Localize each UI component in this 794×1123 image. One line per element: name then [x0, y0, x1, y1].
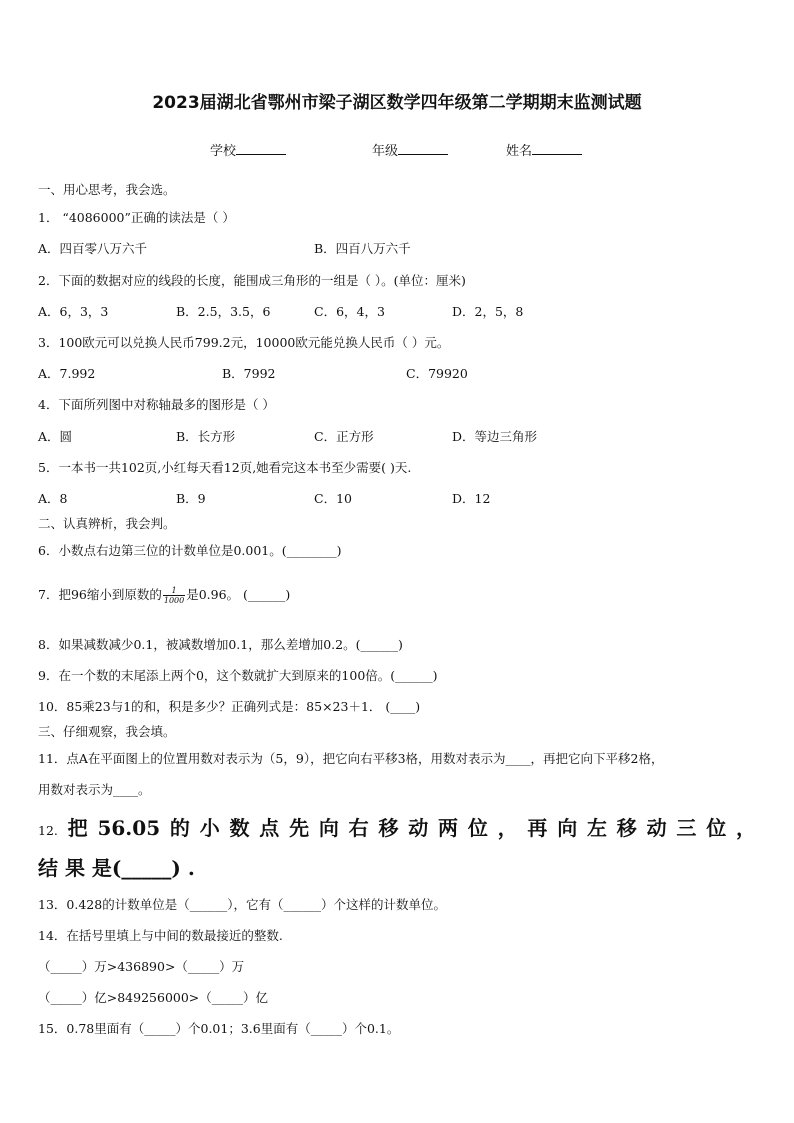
question-14: 14．在括号里填上与中间的数最接近的整数. [38, 928, 283, 943]
question-3: 3．100欧元可以兑换人民币799.2元，10000欧元能兑换人民币（ ）元。 [38, 335, 450, 350]
q5-option-b[interactable]: B．9 [176, 491, 206, 506]
q5-option-c[interactable]: C．10 [314, 491, 352, 506]
question-12-line-1: 12.把56.05的小数点先向右移动两位，再向左移动三位， [38, 816, 756, 840]
question-5: 5．一本书一共102页,小红每天看12页,她看完这本书至少需要( )天. [38, 460, 412, 475]
q4-option-b[interactable]: B．长方形 [176, 429, 236, 444]
question-6: 6．小数点右边第三位的计数单位是0.001。(________) [38, 543, 342, 558]
question-2: 2．下面的数据对应的线段的长度，能围成三角形的一组是（ ）。(单位：厘米) [38, 273, 466, 288]
page-title: 2023届湖北省鄂州市梁子湖区数学四年级第二学期期末监测试题 [152, 93, 642, 113]
question-11-line-2: 用数对表示为____。 [38, 782, 151, 797]
q2-option-b[interactable]: B．2.5，3.5，6 [176, 304, 271, 319]
q1-option-a[interactable]: A．四百零八万六千 [38, 241, 148, 256]
question-9: 9．在一个数的末尾添上两个0，这个数就扩大到原来的100倍。(______) [38, 668, 438, 683]
q4-option-d[interactable]: D．等边三角形 [452, 429, 538, 444]
q5-option-d[interactable]: D．12 [452, 491, 491, 506]
grade-field[interactable]: 年级 [372, 140, 448, 159]
school-blank[interactable] [236, 142, 286, 155]
q4-option-a[interactable]: A．圆 [38, 429, 73, 444]
name-field[interactable]: 姓名 [506, 140, 582, 159]
fraction: $\frac{1}{1000}$ [163, 586, 185, 605]
question-8: 8．如果减数减少0.1，被减数增加0.1，那么差增加0.2。(______) [38, 637, 403, 652]
question-1: 1． “4086000”正确的读法是（ ） [38, 210, 235, 225]
question-14-row-2: （_____）亿>849256000>（_____）亿 [38, 990, 269, 1005]
question-15: 15．0.78里面有（_____）个0.01；3.6里面有（_____）个0.1。 [38, 1021, 400, 1036]
q3-option-a[interactable]: A．7.992 [38, 366, 96, 381]
grade-blank[interactable] [398, 142, 448, 155]
question-4: 4．下面所列图中对称轴最多的图形是（ ） [38, 397, 275, 412]
question-7: 7．把96缩小到原数的 $\frac{1}{1000}$ 是0.96。 (______) [38, 586, 291, 605]
question-11-line-1: 11．点A在平面图上的位置用数对表示为（5，9），把它向右平移3格，用数对表示为____，再把它向下平移2格， [38, 751, 664, 766]
section-1-heading: 一、用心思考，我会选。 [38, 182, 176, 197]
q2-option-c[interactable]: C．6，4，3 [314, 304, 385, 319]
q3-option-c[interactable]: C．79920 [406, 366, 468, 381]
q1-option-b[interactable]: B．四百八万六千 [314, 241, 411, 256]
question-14-row-1: （_____）万>436890>（_____）万 [38, 959, 245, 974]
q3-option-b[interactable]: B．7992 [222, 366, 276, 381]
q5-option-a[interactable]: A．8 [38, 491, 68, 506]
section-2-heading: 二、认真辨析，我会判。 [38, 516, 176, 531]
q4-option-c[interactable]: C．正方形 [314, 429, 374, 444]
name-blank[interactable] [532, 142, 582, 155]
question-12-line-2: 结 果 是(_____) . [38, 856, 195, 880]
q2-option-a[interactable]: A．6，3，3 [38, 304, 109, 319]
q2-option-d[interactable]: D．2，5，8 [452, 304, 524, 319]
question-13: 13．0.428的计数单位是（______），它有（______）个这样的计数单位。 [38, 897, 446, 912]
section-3-heading: 三、仔细观察，我会填。 [38, 724, 176, 739]
question-10: 10．85乘23与1的和，积是多少？正确列式是：85×23＋1． (____) [38, 699, 421, 714]
school-field[interactable]: 学校 [210, 140, 286, 159]
